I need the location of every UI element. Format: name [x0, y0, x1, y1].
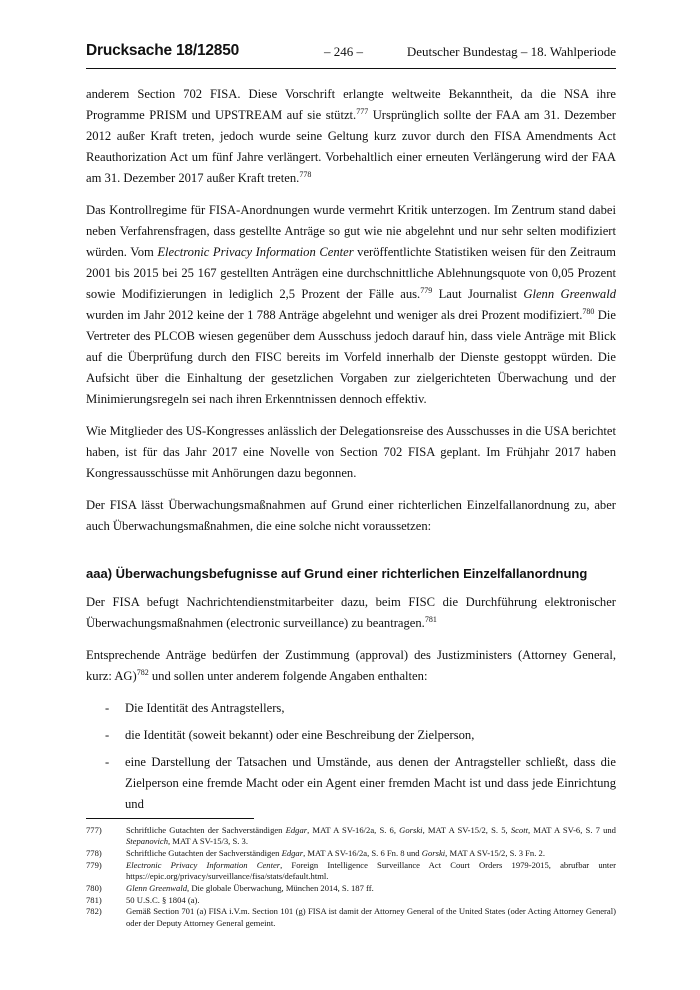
footnote-ref[interactable]: 778 [299, 169, 312, 179]
publisher-label: Deutscher Bundestag – 18. Wahlperiode [406, 44, 616, 59]
page-header [86, 42, 616, 69]
list-item: - Die Identität des Antragstellers, [105, 701, 285, 715]
paragraph: Wie Mitglieder des US-Kongresses anlässlich der Delegationsreise des Ausschusses in die USA berichtet haben, ist für das Jahr 2017 eine Novelle von Section 702 FISA geplant. Im Frühjahr 2017 haben Kongressausschüsse mit Anhörungen dazu begonnen. [86, 424, 616, 480]
footnote-ref[interactable]: 782 [136, 667, 149, 677]
footnote: 780) Glenn Greenwald, Die globale Überwachung, München 2014, S. 187 ff. [86, 882, 374, 893]
paragraph: Der FISA lässt Überwachungsmaßnahmen auf Grund einer richterlichen Einzelfallanordnung zu, aber auch Überwachungsmaßnahmen, die eine solche nicht voraussetzen: [86, 498, 616, 533]
main-text [86, 84, 616, 821]
list-item: - die Identität (soweit bekannt) oder eine Beschreibung der Zielperson, [105, 728, 475, 742]
footnote: 779) Electronic Privacy Information Center, Foreign Intelligence Surveillance Act Court Orders 1979-2015, abrufbar unter https://epic.org/privacy/surveillance/fisa/stats/default.html. [86, 859, 616, 881]
footnote-separator [86, 818, 254, 819]
drucksache-number: Drucksache 18/12850 [86, 42, 240, 59]
page-number: – 246 – [324, 44, 363, 59]
footnote-ref[interactable]: 779 [420, 285, 433, 295]
paragraph: anderem Section 702 FISA. Diese Vorschrift erlangte weltweite Bekanntheit, da die NSA ihre Programme PRISM und UPSTREAM auf sie stützt.$^{777}$ Ursprünglich sollte der FAA am 31. Dezember 2012 außer Kraft treten, jedoch wurde seine Geltung kurz zuvor durch den FISA Amendments Act Reauthorization Act um fünf Jahre verlängert. Vorbehaltlich einer erneuten Verlängerung wird der FAA am 31. Dezember 2017 außer Kraft treten.$^{778}$ [86, 87, 616, 185]
footnote-ref[interactable]: 780 [582, 306, 595, 316]
footnotes [86, 825, 616, 929]
footnote: 782) Gemäß Section 701 (a) FISA i.V.m. Section 101 (g) FISA ist damit der Attorney General of the United States (oder Acting Attorney General) oder der Deputy Attorney General gemeint. [86, 906, 616, 928]
list-item: - eine Darstellung der Tatsachen und Umstände, aus denen der Antragsteller schließt, dass die Zielperson eine fremde Macht oder ein Agent einer fremden Macht ist und dass jede Einrichtung und [105, 755, 616, 811]
footnote: 778) Schriftliche Gutachten der Sachverständigen Edgar, MAT A SV-16/2a, S. 6 Fn. 8 und Gorski, MAT A SV-15/2, S. 3 Fn. 2. [86, 848, 545, 858]
requirements-list [86, 698, 616, 815]
paragraph: Entsprechende Anträge bedürfen der Zustimmung (approval) des Justizministers (Attorney General, kurz: AG)$^{782}$ und sollen unter anderem folgende Angaben enthalten: [86, 648, 616, 683]
footnote-ref[interactable]: 777 [356, 106, 369, 116]
footnote: 781) 50 U.S.C. § 1804 (a). [86, 894, 200, 905]
paragraph: Das Kontrollregime für FISA-Anordnungen wurde vermehrt Kritik unterzogen. Im Zentrum stand dabei neben Verfahrensfragen, dass gestellte Anträge so gut wie nie abgelehnt und nur sehr selten modifiziert würden. Vom Electronic Privacy Information Center veröffentlichte Statistiken weisen für den Zeitraum 2001 bis 2015 bei 25 167 gestellten Anträgen eine durchschnittliche Ablehnungsquote von 0,05 Prozent sowie Modifizierungen in lediglich 2,5 Prozent der Fälle aus.$^{779}$ Laut Journalist Glenn Greenwald wurden im Jahr 2012 keine der 1 788 Anträge abgelehnt und weniger als drei Prozent modifiziert.$^{780}$ Die Vertreter des PLCOB wiesen gegenüber dem Ausschuss jedoch darauf hin, dass viele Anträge mit Blick auf die Überprüfung durch den FISC bereits im Vorfeld innerhalb der Dienste gestoppt würden. Die Aufsicht über die Einhaltung der gesetzlichen Vorgaben zur zielgerichteten Überwachung und der Minimierungsregeln sei nach ihren Erkenntnissen dennoch effektiv. [86, 203, 616, 406]
paragraph: Der FISA befugt Nachrichtendienstmitarbeiter dazu, beim FISC die Durchführung elektronischer Überwachungsmaßnahmen (electronic surveillance) zu beantragen.$^{781}$ [86, 595, 616, 630]
section-heading: aaa) Überwachungsbefugnisse auf Grund einer richterlichen Einzelfallanordnung [86, 566, 588, 581]
footnote-ref[interactable]: 781 [424, 614, 437, 624]
footnote: 777) Schriftliche Gutachten der Sachverständigen Edgar, MAT A SV-16/2a, S. 6, Gorski, MAT A SV-15/2, S. 5, Scott, MAT A SV-6, S. 7 und Stepanovich, MAT A SV-15/3, S. 3. [86, 825, 616, 847]
